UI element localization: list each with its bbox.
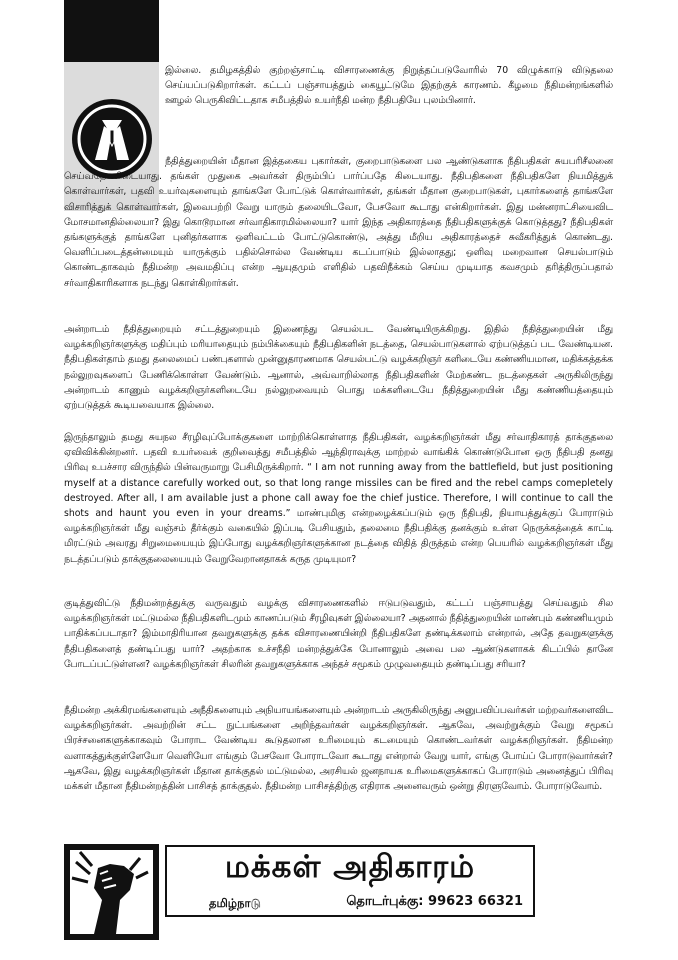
paragraph-4: இருந்தாலும் தமது சுயநல சீரழிவுப்போக்குகளை மாற்றிக்கொள்ளாத நீதிபதிகள், வழக்கறிஞர்கள் மீது சர்வாதிகாரத் தாக்குதலை ஏவிவிக்கின்றனர். பதவி உயர்வைக் குறிவைத்து சமீபத்தில் ஆந்திராவுக்கு மாற்றல் வாங்கிக் கொண்டுபோன ஒரு நீதிபதி தனது பிரிவு உபச்சார விருந்தில் பின்வருமாறு பேசிமிருக்கிறார். “ I am not running away from the battlefield, but just positioning myself at a distance carefully worked out, so that long range missiles can be fired and the rebel camps comepletely destroyed. After all, I am available just a phone call away foe the chief justice. Therefore, I will continue to call the shots and haunt you even in your dreams.” மாண்புமிகு என்றழைக்கப்படும் ஒரு நீதிபதி, நியாயத்துக்குப் போராடும் வழக்கறிஞர்கள் மீது வஞ்சம் தீர்க்கும் வகையில் இப்படி பேசியதும், தலைமை நீதிபதிக்கு தனக்கும் உள்ள நெருக்கத்தைக் காட்டி மிரட்டும் அவரது சிறுமையையும் இப்போது வழக்கறிஞர்களுக்கான நடத்தை விதித் திருத்தம் என்ற பெயரில் வழக்கறிஞர்கள் மீது நடத்தப்படும் தாக்குதலையையும் வேறுவேறானதாகக் கருத முடியுமா? [64, 432, 613, 565]
raised-fist-icon [64, 844, 159, 940]
paragraph-2: நீதித்துறையின் மீதான இத்தகைய புகார்கள், குறைபாடுகளை பல ஆண்டுகளாக நீதிபதிகள் சுயபரிசீலனை செய்வதே கிடையாது. தங்கள் முதுகை அவர்கள் திரும்பிப் பார்ப்பதே கிடையாது. நீதிபதிகளை நீதிபதிகளே நியமித்துக் கொள்வார்கள், பதவி உயர்வுகளையும் தாங்களே போட்டுக் கொள்வார்கள், தங்கள் மீதான குறைபாடுகள், புகார்களைத் தாங்களே விசாரித்துக் கொள்வார்கள், இவைபற்றி வேறு யாரும் தலையிடவோ, பேசவோ கூடாது என்கிறார்கள். இது மன்னராட்சியைவிட மோசமானதில்லையா? இது கொடூரமான சர்வாதிகாரமில்லையா? யார் இந்த அதிகாரத்தை நீதிபதிகளுக்குக் கொடுத்தது? நீதிபதிகள் தங்களுக்குத் தாங்களே புனிதர்களாக ஒளிவட்டம் போட்டுகொண்டு, அத்து மீறிய அதிகாரத்தைச் சுவீகரித்துக் கொண்டது. வெளிப்படைத்தன்மையும் யாருக்கும் பதில்சொல்ல வேண்டிய கடப்பாடும் இல்லாதது; ஒளிவு மறைவான செயல்பாடும் கொண்டதாகவும் நீதிமன்ற அவமதிப்பு என்ற ஆயுதமும் எளிதில் பதவிநீக்கம் செய்ய முடியாத கவசமும் தரித்திருப்பதால் சர்வாதிகாரிகளாக நடந்து கொள்கிறார்கள். [64, 156, 613, 289]
paragraph-5: குடித்துவிட்டு நீதிமன்றத்துக்கு வருவதும் வழக்கு விசாரணைகளில் ஈடுபடுவதும், கட்டப் பஞ்சாயத்து செய்வதும் சில வழக்கறிஞர்கள் மட்டுமல்ல நீதிபதிகளிடமும் காணப்படும் சீரழிவுகள் இல்லையா? அதனால் நீதித்துறையின் மாண்பும் கண்ணியமும் பாதிக்கப்படாதா? இம்மாதிரியான தவறுகளுக்கு தக்க விசாரணையின்றி நீதிபதிகளே தண்டிக்கலாம் என்றால், அதே தவறுகளுக்கு நீதிபதிகளைத் தண்டிப்பது யார்? அதற்காக உச்சநீதி மன்றத்துக்கே போனாலும் அவை பல ஆண்டுகளாகக் கிடப்பில் தானே போடப்பட்டுள்ளன? வழக்கறிஞர்கள் சிலரின் தவறுகளுக்காக அந்தச் சமூகம் முழுவதையும் தண்டிப்பது சரியா? [64, 598, 613, 670]
paragraph-6: நீதிமன்ற அக்கிரமங்களையும் அநீதிகளையும் அநியாயங்களையும் அன்றாடம் அருகிலிருந்து அனுபவிப்பவர்கள் மற்றவர்களைவிட வழக்கறிஞர்கள். அவற்றின் சட்ட நுட்பங்களை அறிந்தவர்கள் வழக்கறிஞர்கள். ஆகவே, அவற்றுக்கும் வேறு சமூகப் பிரச்சனைகளுக்காகவும் போராட வேண்டிய கூடுதலான உரிமையும் கடமையும் கொண்டவர்கள் வழக்கறிஞர்கள். நீதிமன்ற வளாகத்துக்குள்ளேயோ வெளியோ எங்கும் பேசவோ போராடவோ கூடாது என்றால் வேறு யார், எங்கு போய்ப் போராடுவார்கள்? ஆகவே, இது வழக்கறிஞர்கள் மீதான தாக்குதல் மட்டுமல்ல, அரசியல் ஜனநாயக உரிமைகளுக்காகப் போராடும் அனைத்துப் பிரிவு மக்கள் மீதான நீதிமன்றத்தின் பாசிசத் தாக்குதல். நீதிமன்ற பாசிசத்திற்கு எதிராக அனைவரும் ஒன்று திரளுவோம். போராடுவோம். [64, 705, 613, 793]
organization-name: மக்கள் அதிகாரம் [224, 849, 476, 885]
paragraph-3: அன்றாடம் நீதித்துறையும் சட்டத்துறையும் இணைந்து செயல்பட வேண்டியிருக்கிறது. இதில் நீதித்துறையின் மீது வழக்கறிஞர்களுக்கு மதிப்பும் மரியாதையும் நம்பிக்கையும் நீதிபதிகளின் நடத்தை, செயல்பாடுகளால் ஏற்படுத்தப் பட வேண்டியன. நீதிபதிகள்தாம் தமது தலைமைப் பண்புகளால் முன்னுதாரணமாக செயல்பட்டு வழக்கறிஞர் களிடையே கண்ணியமான, மதிக்கத்தக்க நல்லுறவுகளைப் பேணிக்கொள்ள வேண்டும். ஆனால், அவ்வாறில்லாத நீதிபதிகளின் மேற்கண்ட நடத்தைகள் அருகிலிருந்து அன்றாடம் காணும் வழக்கறிஞர்களிடையே நல்லுறவையும் பொது மக்களிடையே நீதித்துறையின் மீது கண்ணியத்தையும் ஏற்படுத்தக் கூடியவையாக இல்லை. [64, 324, 613, 412]
organization-banner [165, 845, 535, 917]
contact-number: தொடர்புக்கு: 99623 66321 [346, 894, 523, 909]
organization-state: தமிழ்நாடு [209, 896, 261, 910]
paragraph-1: இல்லை. தமிழகத்தில் குற்றஞ்சாட்டி விசாரணைக்கு நிறுத்தப்படுவோரில் 70 விழுக்காடு விடுதலை செய்யப்படுகிறார்கள். கட்டப் பஞ்சாயத்தும் கையூட்டுமே இதற்குக் காரணம். கீழமை நீதிமன்றங்களில் ஊழல் பெருகிவிட்டதாக சமீபத்தில் உயர்நீதி மன்ற நீதிபதியே புலம்பினார். [165, 65, 613, 107]
corner-black-block [64, 0, 159, 62]
